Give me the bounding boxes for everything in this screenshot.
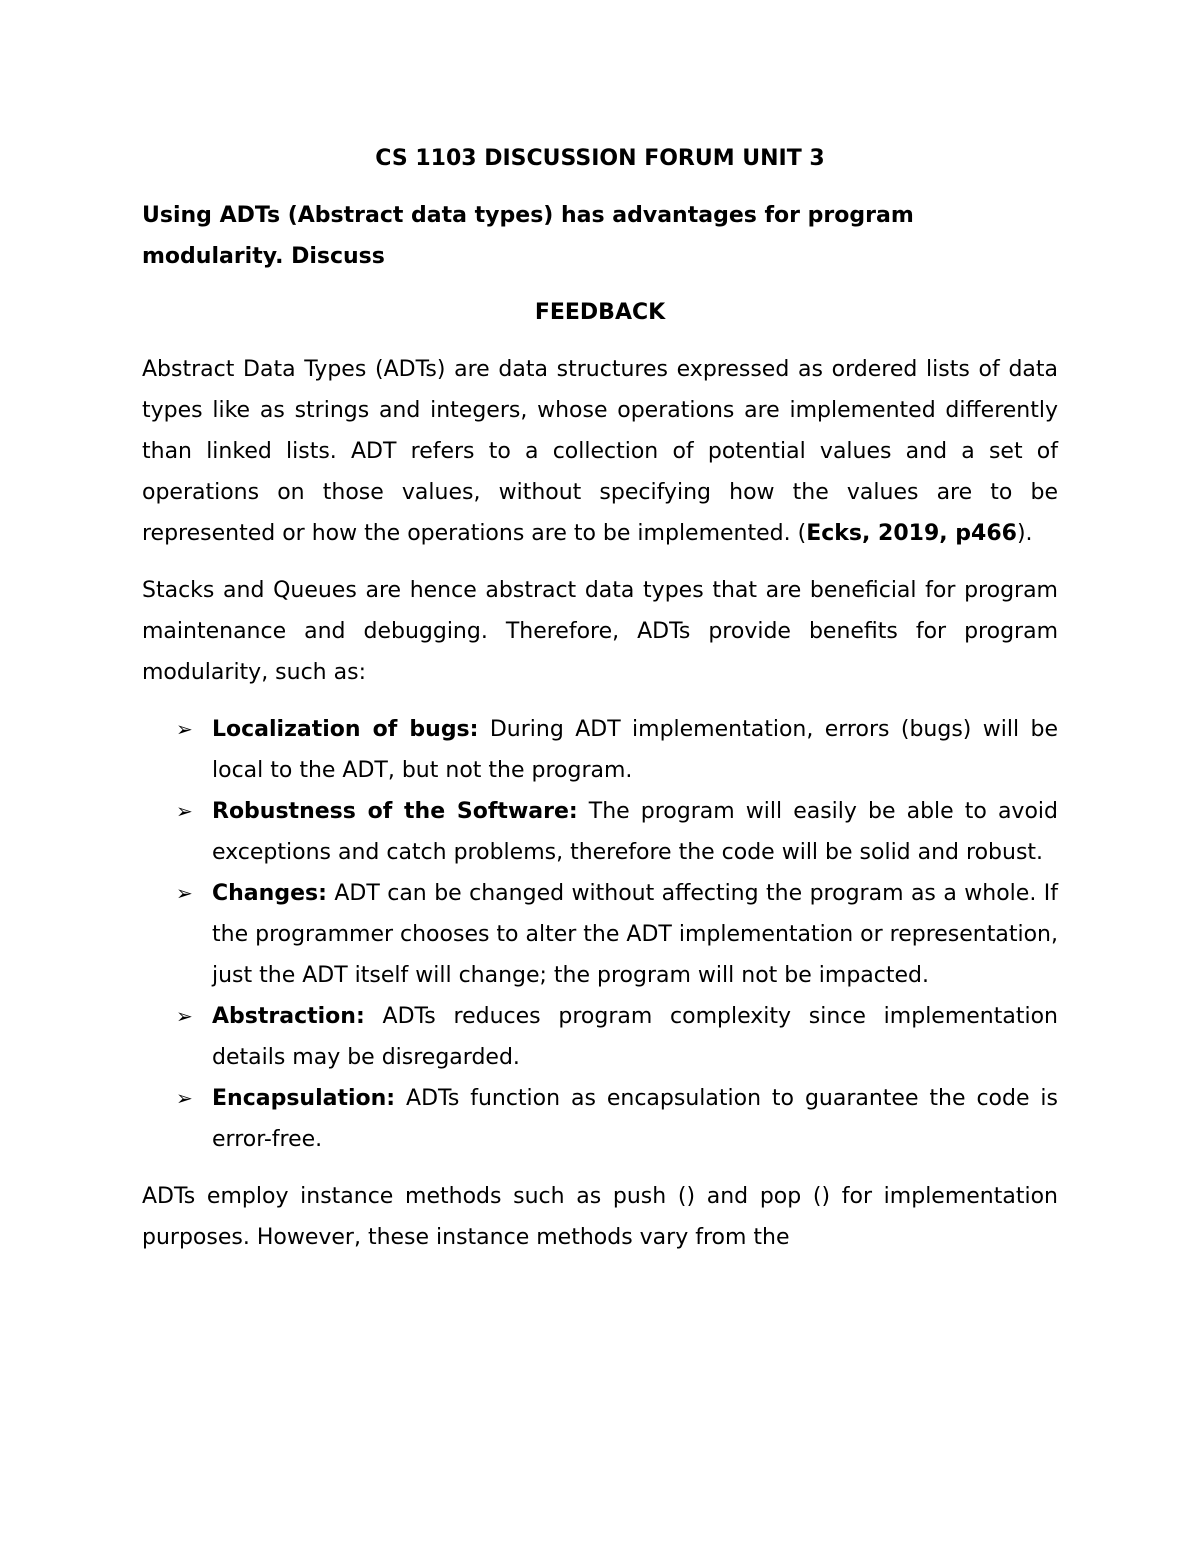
list-item-term: Encapsulation: bbox=[212, 1086, 396, 1111]
arrow-bullet-icon: ➢ bbox=[176, 1086, 193, 1110]
list-item-term: Changes: bbox=[212, 881, 327, 906]
list-item-term: Robustness of the Software: bbox=[212, 799, 578, 824]
list-item bbox=[142, 1078, 1058, 1160]
list-item-term: Abstraction: bbox=[212, 1004, 365, 1029]
list-item bbox=[142, 791, 1058, 873]
paragraph-adt-definition bbox=[142, 349, 1058, 554]
document-content bbox=[142, 138, 1058, 1274]
paragraph-adt-definition-text: Abstract Data Types (ADTs) are data structures expressed as ordered lists of data types like as strings and integers, whose operations are implemented differently than linked lists. ADT refers to a collection of potential values and a set of operations on those values, without specifying how the values are to be represented or how the operations are to be implemented. ( bbox=[142, 357, 1058, 546]
arrow-bullet-icon: ➢ bbox=[176, 881, 193, 905]
citation: Ecks, 2019, p466 bbox=[806, 521, 1017, 546]
list-item-text: During ADT implementation, errors (bugs) will be local to the ADT, but not the program. bbox=[212, 717, 1058, 783]
paragraph-instance-methods: ADTs employ instance methods such as push () and pop () for implementation purposes. However, these instance methods vary from the bbox=[142, 1184, 1058, 1250]
feedback-heading: FEEDBACK bbox=[534, 300, 666, 325]
list-item-text: ADTs reduces program complexity since implementation details may be disregarded. bbox=[212, 1004, 1058, 1070]
paragraph-stacks-queues: Stacks and Queues are hence abstract data types that are beneficial for program maintenance and debugging. Therefore, ADTs provide benefits for program modularity, such as: bbox=[142, 578, 1058, 685]
document-title: CS 1103 DISCUSSION FORUM UNIT 3 bbox=[375, 146, 825, 171]
arrow-bullet-icon: ➢ bbox=[176, 1004, 193, 1028]
list-item-text: ADT can be changed without affecting the program as a whole. If the programmer chooses to alter the ADT implementation or representation, just the ADT itself will change; the program will not be impacted. bbox=[212, 881, 1058, 988]
list-item bbox=[142, 996, 1058, 1078]
list-item-text: ADTs function as encapsulation to guarantee the code is error-free. bbox=[212, 1086, 1058, 1152]
arrow-bullet-icon: ➢ bbox=[176, 717, 193, 741]
list-item-term: Localization of bugs: bbox=[212, 717, 479, 742]
arrow-bullet-icon: ➢ bbox=[176, 799, 193, 823]
paragraph-adt-definition-closing: ). bbox=[1016, 521, 1033, 546]
list-item-text: The program will easily be able to avoid exceptions and catch problems, therefore the code will be solid and robust. bbox=[212, 799, 1058, 865]
benefits-list bbox=[142, 709, 1058, 1160]
list-item bbox=[142, 873, 1058, 996]
list-item bbox=[142, 709, 1058, 791]
discussion-question: Using ADTs (Abstract data types) has advantages for program modularity. Discuss bbox=[142, 203, 914, 269]
